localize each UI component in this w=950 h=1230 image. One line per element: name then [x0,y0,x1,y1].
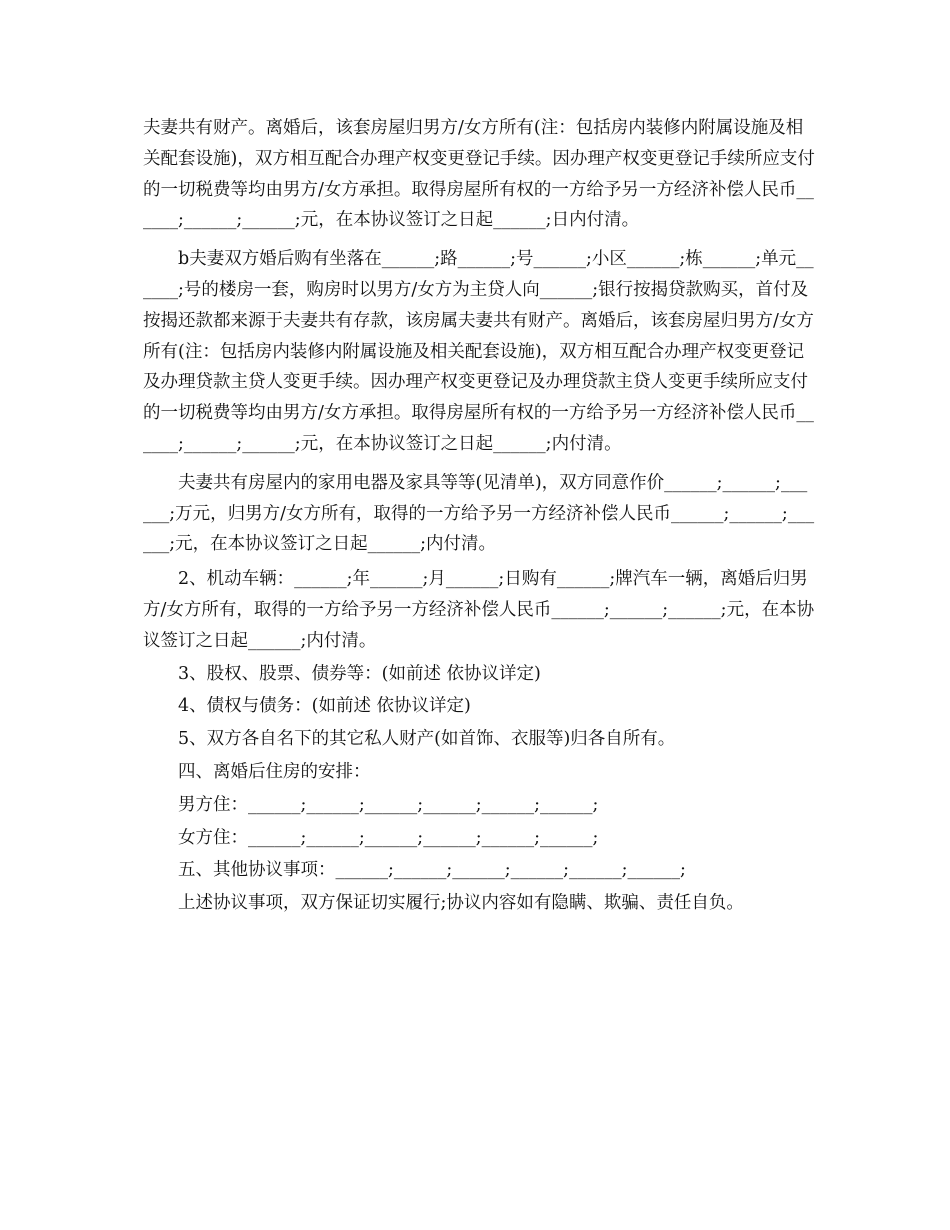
paragraph-male-residence: 男方住：______;______;______;______;______;______; [178,794,599,815]
paragraph-private-property: 5、双方各自名下的其它私人财产(如首饰、衣服等)归各自所有。 [178,729,676,750]
document-body [143,113,815,919]
section-heading-other-matters: 五、其他协议事项：______;______;______;______;______;______; [178,860,686,881]
paragraph-household-appliances: 夫妻共有房屋内的家用电器及家具等等(见清单)，双方同意作价______;______;______;万元，归男方/女方所有，取得的一方给予另一方经济补偿人民币______;______;______;元，在本协议签订之日起______;内付清。 [143,472,815,555]
paragraph-claims-debts: 4、债权与债务：(如前述 依协议详定) [178,696,471,717]
paragraph-house-a-continuation: 夫妻共有财产。离婚后，该套房屋归男方/女方所有(注：包括房内装修内附属设施及相关配套设施)，双方相互配合办理产权变更登记手续。因办理产权变更登记手续所应支付的一切税费等均由男方/女方承担。取得房屋所有权的一方给予另一方经济补偿人民币______;______;______;元，在本协议签订之日起______;日内付清。 [143,118,815,231]
paragraph-female-residence: 女方住：______;______;______;______;______;______; [178,827,599,848]
section-heading-housing: 四、离婚后住房的安排： [178,761,371,782]
paragraph-equity-stocks: 3、股权、股票、债券等：(如前述 依协议详定) [178,663,541,684]
paragraph-house-b: b夫妻双方婚后购有坐落在______;路______;号______;小区______;栋______;单元______;号的楼房一套，购房时以男方/女方为主贷人向______;银行按揭贷款购买，首付及按揭还款都来源于夫妻共有存款，该房属夫妻共有财产。离婚后，该套房屋归男方/女方所有(注：包括房内装修内附属设施及相关配套设施)，双方相互配合办理产权变更登记及办理贷款主贷人变更手续。因办理产权变更登记及办理贷款主贷人变更手续所应支付的一切税费等均由男方/女方承担。取得房屋所有权的一方给予另一方经济补偿人民币______;______;______;元，在本协议签订之日起______;内付清。 [143,249,814,454]
paragraph-closing-statement: 上述协议事项，双方保证切实履行;协议内容如有隐瞒、欺骗、责任自负。 [178,893,744,914]
paragraph-motor-vehicle: 2、机动车辆：______;年______;月______;日购有______;牌汽车一辆，离婚后归男方/女方所有，取得的一方给予另一方经济补偿人民币______;______;______;元，在本协议签订之日起______;内付清。 [143,569,815,651]
